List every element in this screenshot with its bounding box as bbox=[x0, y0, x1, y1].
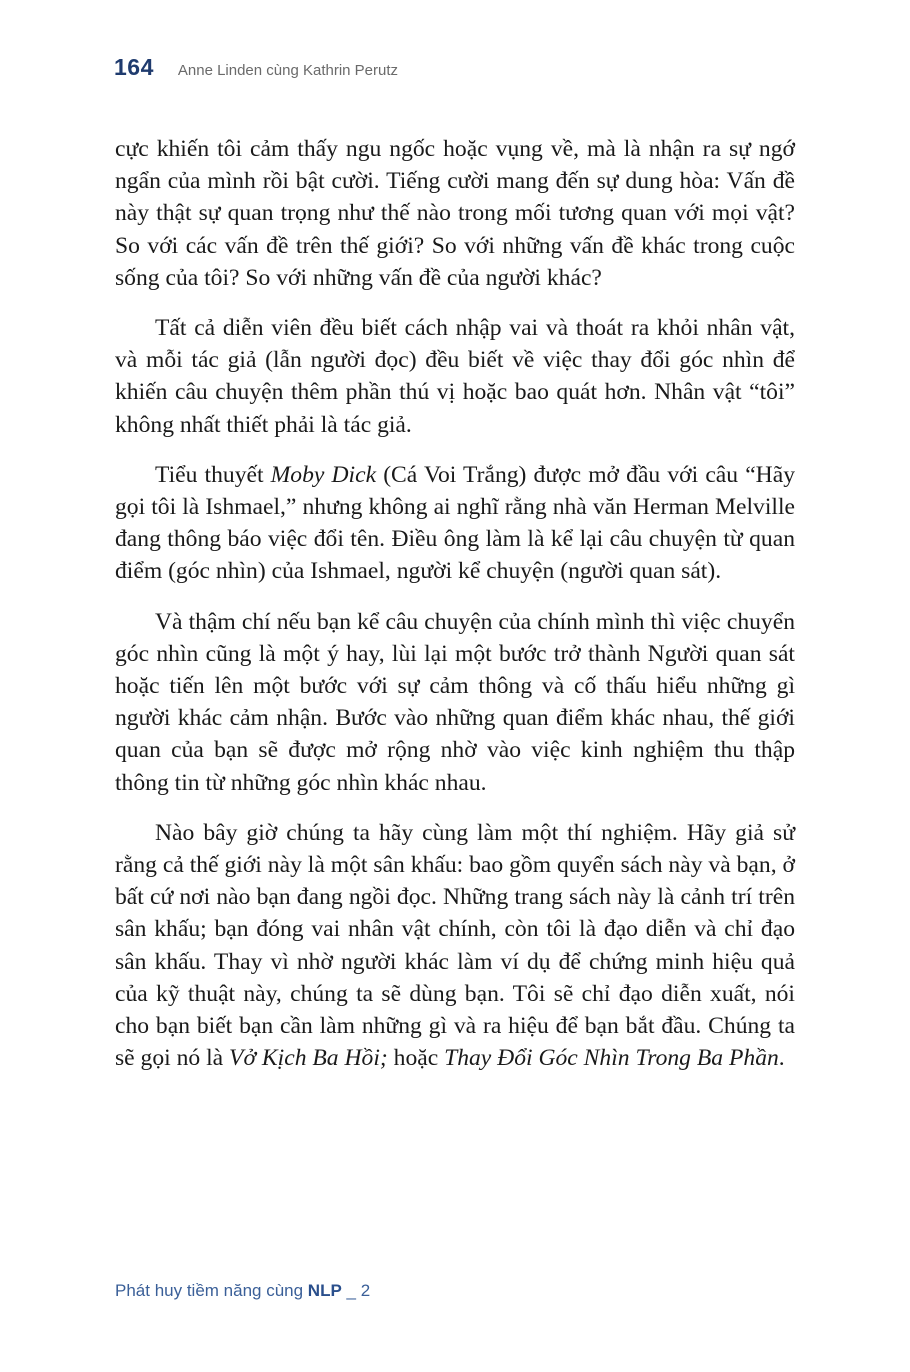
paragraph-5 bbox=[115, 817, 795, 1075]
play-title: Vở Kịch Ba Hồi; bbox=[229, 1045, 388, 1072]
paragraph-5-text-b: hoặc bbox=[387, 1045, 445, 1072]
play-subtitle: Thay Đổi Góc Nhìn Trong Ba Phần bbox=[444, 1045, 779, 1072]
paragraph-3-text-b: (Cá Voi Trắng) được mở đầu với câu “Hãy gọi tôi là Ishmael,” nhưng không ai nghĩ rằng nhà văn Herman Melville đang thông báo việc đổi tên. Điều ông làm là kể lại câu chuyện từ quan điểm (góc nhìn) của Ishmael, người kể chuyện (người quan sát). bbox=[115, 461, 795, 585]
paragraph-3 bbox=[115, 459, 795, 588]
footer-series-prefix: Phát huy tiềm năng cùng bbox=[115, 1281, 308, 1300]
running-head-authors: Anne Linden cùng Kathrin Perutz bbox=[177, 62, 399, 79]
paragraph-3-text-a: Tiểu thuyết bbox=[155, 461, 271, 488]
paragraph-5-text-a: Nào bây giờ chúng ta hãy cùng làm một thí nghiệm. Hãy giả sử rằng cả thế giới này là một sân khấu: bao gồm quyển sách này và bạn, ở bất cứ nơi nào bạn đang ngồi đọc. Những trang sách này là cảnh trí trên sân khấu; bạn đóng vai nhân vật chính, còn tôi là đạo diễn và chỉ đạo sân khấu. Thay vì nhờ người khác làm ví dụ để chứng minh hiệu quả của kỹ thuật này, chúng ta sẽ dùng bạn. Tôi sẽ chỉ đạo diễn xuất, nói cho bạn biết bạn cần làm những gì và ra hiệu để bạn bắt đầu. Chúng ta sẽ gọi nó là bbox=[115, 819, 795, 1072]
paragraph-2: Tất cả diễn viên đều biết cách nhập vai và thoát ra khỏi nhân vật, và mỗi tác giả (lẫn người đọc) đều biết về việc thay đổi góc nhìn để khiến câu chuyện thêm phần thú vị hoặc bao quát hơn. Nhân vật “tôi” không nhất thiết phải là tác giả. bbox=[115, 315, 795, 438]
paragraph-4: Và thậm chí nếu bạn kể câu chuyện của chính mình thì việc chuyển góc nhìn cũng là một ý hay, lùi lại một bước trở thành Người quan sát hoặc tiến lên một bước với sự cảm thông và cố thấu hiểu những gì người khác cảm nhận. Bước vào những quan điểm khác nhau, thế giới quan của bạn sẽ được mở rộng nhờ vào việc kinh nghiệm thu thập thông tin từ những góc nhìn khác nhau. bbox=[115, 608, 795, 796]
page-header bbox=[114, 54, 398, 86]
footer-series-suffix: _ 2 bbox=[341, 1281, 371, 1300]
body-text bbox=[115, 133, 795, 1074]
book-title-moby-dick: Moby Dick bbox=[270, 461, 377, 488]
page-number: 164 bbox=[114, 54, 154, 80]
footer-series-nlp: NLP bbox=[307, 1281, 342, 1300]
paragraph-1: cực khiến tôi cảm thấy ngu ngốc hoặc vụng về, mà là nhận ra sự ngớ ngẩn của mình rồi bật cười. Tiếng cười mang đến sự dung hòa: Vấn đề này thật sự quan trọng như thế nào trong mối tương quan với mọi vật? So với các vấn đề trên thế giới? So với những vấn đề khác trong cuộc sống của tôi? So với những vấn đề của người khác? bbox=[115, 136, 795, 291]
page-footer bbox=[115, 1281, 370, 1301]
paragraph-5-text-c: . bbox=[778, 1045, 785, 1072]
